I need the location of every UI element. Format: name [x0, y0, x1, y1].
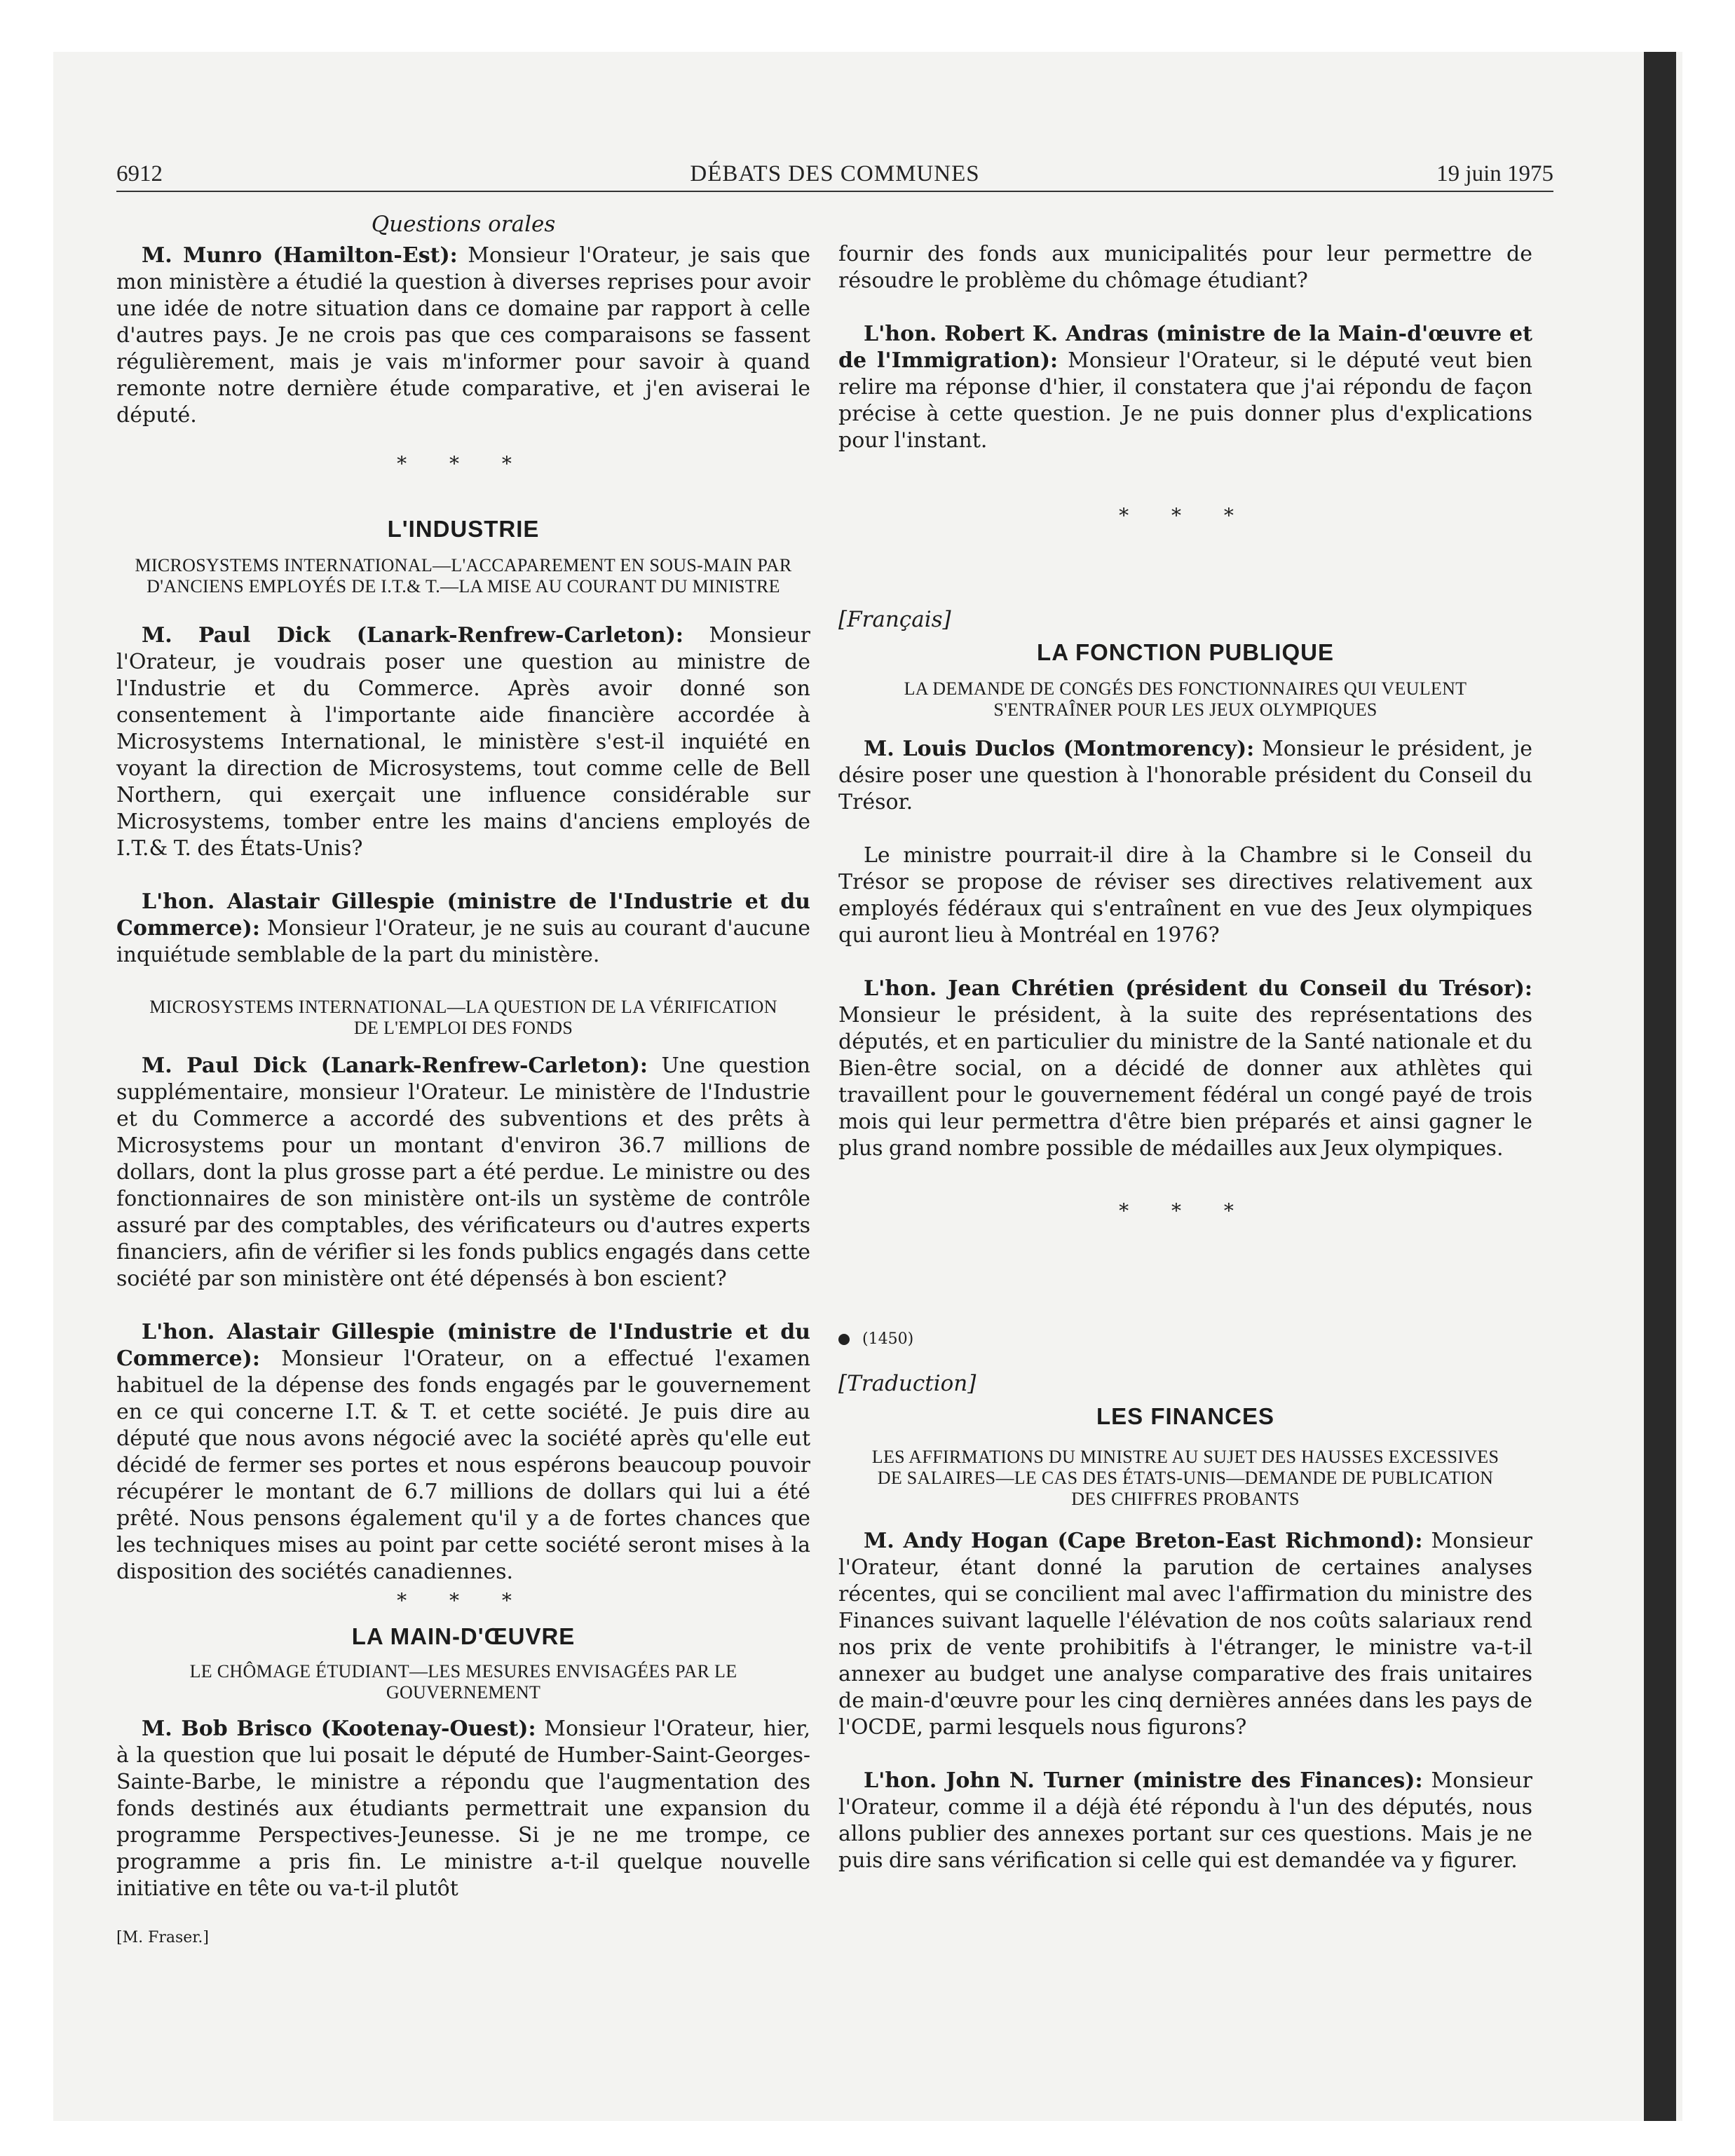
- speech-text: Une question supplémentaire, monsieur l'Orateur. Le ministère de l'Industrie et du Commerce a accordé des subventions et des prêts à Microsystems pour un montant d'environ 36.7 millions de dollars, dont la plus grosse part a été perdue. Le ministre ou des fonctionnaires de son ministère ont-ils un système de contrôle assuré par des comptables, des vérificateurs ou d'autres experts financiers, afin de vérifier si les fonds publics engagés dans cette société par son ministère ont été dépensés à bon escient?: [116, 1053, 811, 1291]
- page-date: 19 juin 1975: [1436, 161, 1553, 186]
- speech-text: Monsieur l'Orateur, hier, à la question que lui posait le député de Humber-Saint-Georges-Sainte-Barbe, le ministre a répondu que l'augmentation des fonds destinés aux étudiants permettrait une expansion du programme Perspectives-Jeunesse. Si je ne me trompe, ce programme a pris fin. Le ministre a-t-il quelque nouvelle initiative en tête ou va-t-il plutôt: [116, 1717, 810, 1901]
- speech-text: Monsieur l'Orateur, si le député veut bien relire ma réponse d'hier, il constatera que j'ai répondu de façon précise à cette question. Je ne puis donner plus d'explications pour l'instant.: [838, 348, 1532, 453]
- paragraph: [838, 976, 1532, 1162]
- subheading: LE CHÔMAGE ÉTUDIANT—LES MESURES ENVISAGÉES PAR LE GOUVERNEMENT: [189, 1661, 737, 1703]
- speaker-name: L'hon. Alastair Gillespie (ministre de l'Industrie et du Commerce):: [116, 889, 810, 941]
- paragraph: [116, 1319, 810, 1585]
- separator-stars: * * *: [397, 452, 530, 475]
- speaker-name: M. Bob Brisco (Kootenay-Ouest):: [142, 1717, 536, 1741]
- section-heading: L'INDUSTRIE: [387, 516, 540, 542]
- speaker-name: M. Paul Dick (Lanark-Renfrew-Carleton):: [142, 1053, 648, 1078]
- speaker-name: L'hon. Jean Chrétien (président du Conseil du Trésor):: [864, 976, 1532, 1001]
- speech-text: Monsieur l'Orateur, je voudrais poser une question au ministre de l'Industrie et du Commerce. Après avoir donné son consentement à l'importante aide financière accordée à Microsystems International, le ministère s'est-il inquiété en voyant la direction de Microsystems, tout comme celle de Bell Northern, qui exerçait une influence considérable sur Microsystems, tomber entre les mains d'anciens employés de I.T.& T. des États-Unis?: [116, 623, 811, 861]
- speech-text: Le ministre pourrait-il dire à la Chambre si le Conseil du Trésor se propose de réviser ses directives relativement aux employés fédéraux qui s'entraînent en vue des Jeux olympiques qui auront lieu à Montréal en 1976?: [838, 843, 1532, 948]
- section-heading: LES FINANCES: [1096, 1403, 1275, 1429]
- page-number: 6912: [116, 161, 163, 186]
- paragraph: [838, 1528, 1532, 1741]
- page-header: [116, 161, 1553, 195]
- speaker-name: L'hon. Robert K. Andras (ministre de la Main-d'œuvre et de l'Immigration):: [838, 322, 1532, 373]
- language-marker: [Traduction]: [838, 1371, 977, 1396]
- speech-text: Monsieur le président, je désire poser une question à l'honorable président du Conseil du Trésor.: [838, 737, 1532, 814]
- speech-text: Monsieur l'Orateur, je sais que mon ministère a étudié la question à diverses reprises pour avoir une idée de notre situation dans ce domaine par rapport à celle d'autres pays. Je ne crois pas que ces comparaisons se fassent régulièrement, mais je vais m'informer pour savoir à quand remonte notre dernière étude comparative, et j'en aviserai le député.: [116, 243, 810, 428]
- speech-text: Monsieur le président, à la suite des représentations des députés, et en particulier du ministre de la Santé nationale et du Bien-être social, on a décidé de donner aux athlètes qui travaillent pour le gouvernement fédéral un congé payé de trois mois qui leur permettra d'être bien préparés et ainsi gagner le plus grand nombre possible de médailles aux Jeux olympiques.: [838, 1003, 1532, 1161]
- subheading: MICROSYSTEMS INTERNATIONAL—LA QUESTION DE LA VÉRIFICATION DE L'EMPLOI DES FONDS: [149, 997, 777, 1038]
- speaker-name: L'hon. John N. Turner (ministre des Finances):: [864, 1768, 1423, 1793]
- paragraph: [116, 243, 810, 429]
- paragraph: [116, 1053, 810, 1292]
- footer-note: [M. Fraser.]: [116, 1929, 209, 1946]
- section-heading: LA FONCTION PUBLIQUE: [1037, 639, 1334, 665]
- bullet-dot-icon: [838, 1334, 850, 1345]
- paragraph: [838, 321, 1532, 454]
- language-marker: [Français]: [838, 607, 951, 632]
- subheading: MICROSYSTEMS INTERNATIONAL—L'ACCAPAREMENT EN SOUS-MAIN PAR D'ANCIENS EMPLOYÉS DE I.T.& T.—LA MISE AU COURANT DU MINISTRE: [135, 555, 792, 596]
- time-marker: [838, 1329, 1532, 1350]
- subheading: LES AFFIRMATIONS DU MINISTRE AU SUJET DES HAUSSES EXCESSIVES DE SALAIRES—LE CAS DES ÉTATS-UNIS—DEMANDE DE PUBLICATION DES CHIFFRES PROBANTS: [871, 1447, 1499, 1509]
- left-column: [116, 210, 810, 1949]
- separator-stars: * * *: [1119, 1199, 1252, 1222]
- paragraph: [116, 622, 810, 862]
- paragraph: [838, 736, 1532, 816]
- section-heading: LA MAIN-D'ŒUVRE: [351, 1623, 576, 1649]
- speaker-name: M. Paul Dick (Lanark-Renfrew-Carleton):: [142, 623, 683, 648]
- paragraph: [116, 1716, 810, 1902]
- time-marker-text: (1450): [862, 1330, 914, 1348]
- speaker-name: M. Munro (Hamilton-Est):: [142, 243, 458, 268]
- separator-stars: * * *: [1119, 504, 1252, 527]
- speaker-name: M. Andy Hogan (Cape Breton-East Richmond):: [864, 1529, 1423, 1553]
- separator-stars: * * *: [397, 1589, 530, 1612]
- header-rule: [116, 191, 1553, 192]
- paragraph: [838, 1768, 1532, 1874]
- speech-text: Monsieur l'Orateur, comme il a déjà été répondu à l'un des députés, nous allons publier des annexes portant sur ces questions. Mais je ne puis dire sans vérification si celle qui est demandée va y figurer.: [838, 1768, 1532, 1873]
- speech-text: fournir des fonds aux municipalités pour leur permettre de résoudre le problème du chômage étudiant?: [838, 242, 1532, 293]
- page-title: DÉBATS DES COMMUNES: [690, 161, 980, 186]
- scan-edge-bar: [1644, 52, 1676, 2121]
- subheading: LA DEMANDE DE CONGÉS DES FONCTIONNAIRES QUI VEULENT S'ENTRAÎNER POUR LES JEUX OLYMPIQUES: [904, 678, 1467, 720]
- speech-text: Monsieur l'Orateur, je ne suis au courant d'aucune inquiétude semblable de la part du ministère.: [116, 916, 810, 967]
- speech-text: Monsieur l'Orateur, on a effectué l'examen habituel de la dépense des fonds engagés par le gouvernement en ce qui concerne I.T. & T. et cette société. Je puis dire au député que nous avons négocié avec la société après qu'elle eut décidé de fermer ses portes et nous espérons beaucoup pouvoir récupérer le montant de 6.7 millions de dollars qui lui a été prêté. Nous pensons également qu'il y a de fortes chances que les techniques mises au point par cette société seront mises à la disposition des sociétés canadiennes.: [116, 1346, 810, 1584]
- paragraph: [116, 889, 810, 969]
- speaker-name: L'hon. Alastair Gillespie (ministre de l'Industrie et du Commerce):: [116, 1320, 810, 1371]
- right-column: [838, 241, 1532, 1874]
- speaker-name: M. Louis Duclos (Montmorency):: [864, 737, 1255, 761]
- paragraph: [838, 241, 1532, 294]
- section-label: Questions orales: [371, 212, 556, 237]
- paragraph: [838, 842, 1532, 949]
- speech-text: Monsieur l'Orateur, étant donné la parution de certaines analyses récentes, qui se concilient mal avec l'affirmation du ministre des Finances suivant laquelle l'élévation de nos coûts salariaux rend nos prix de vente prohibitifs à l'étranger, le ministre va-t-il annexer au budget une analyse comparative des frais unitaires de main-d'œuvre pour les cinq dernières années dans les pays de l'OCDE, parmi lesquels nous figurons?: [838, 1529, 1533, 1740]
